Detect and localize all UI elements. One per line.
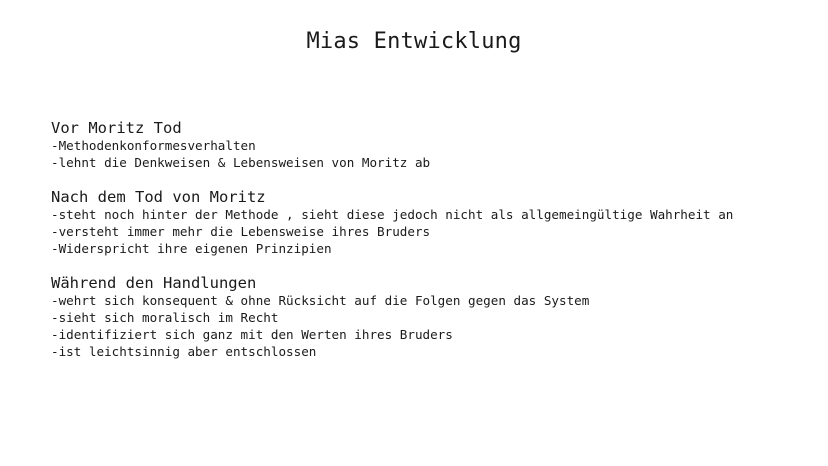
section-during-actions [51, 274, 821, 360]
bullet-line: -versteht immer mehr die Lebensweise ihres Bruders [51, 224, 431, 239]
bullet-line: -Methodenkonformesverhalten [51, 138, 256, 153]
bullet-line: -Widerspricht ihre eigenen Prinzipien [51, 241, 332, 256]
section-heading: Vor Moritz Tod [51, 119, 182, 137]
bullet-line: -wehrt sich konsequent & ohne Rücksicht auf die Folgen gegen das System [51, 293, 590, 308]
bullet-line: -sieht sich moralisch im Recht [51, 310, 279, 325]
slide-title: Mias Entwicklung [306, 29, 522, 54]
section-heading: Während den Handlungen [51, 274, 257, 292]
bullet-line: -lehnt die Denkweisen & Lebensweisen von Moritz ab [51, 155, 431, 170]
section-after-death [51, 188, 821, 257]
section-heading: Nach dem Tod von Moritz [51, 188, 266, 206]
bullet-line: -steht noch hinter der Methode , sieht diese jedoch nicht als allgemeingültige Wahrheit an [51, 207, 734, 222]
slide-content [51, 119, 821, 377]
bullet-line: -ist leichtsinnig aber entschlossen [51, 344, 317, 359]
section-before-death [51, 119, 821, 171]
bullet-line: -identifiziert sich ganz mit den Werten ihres Bruders [51, 327, 453, 342]
